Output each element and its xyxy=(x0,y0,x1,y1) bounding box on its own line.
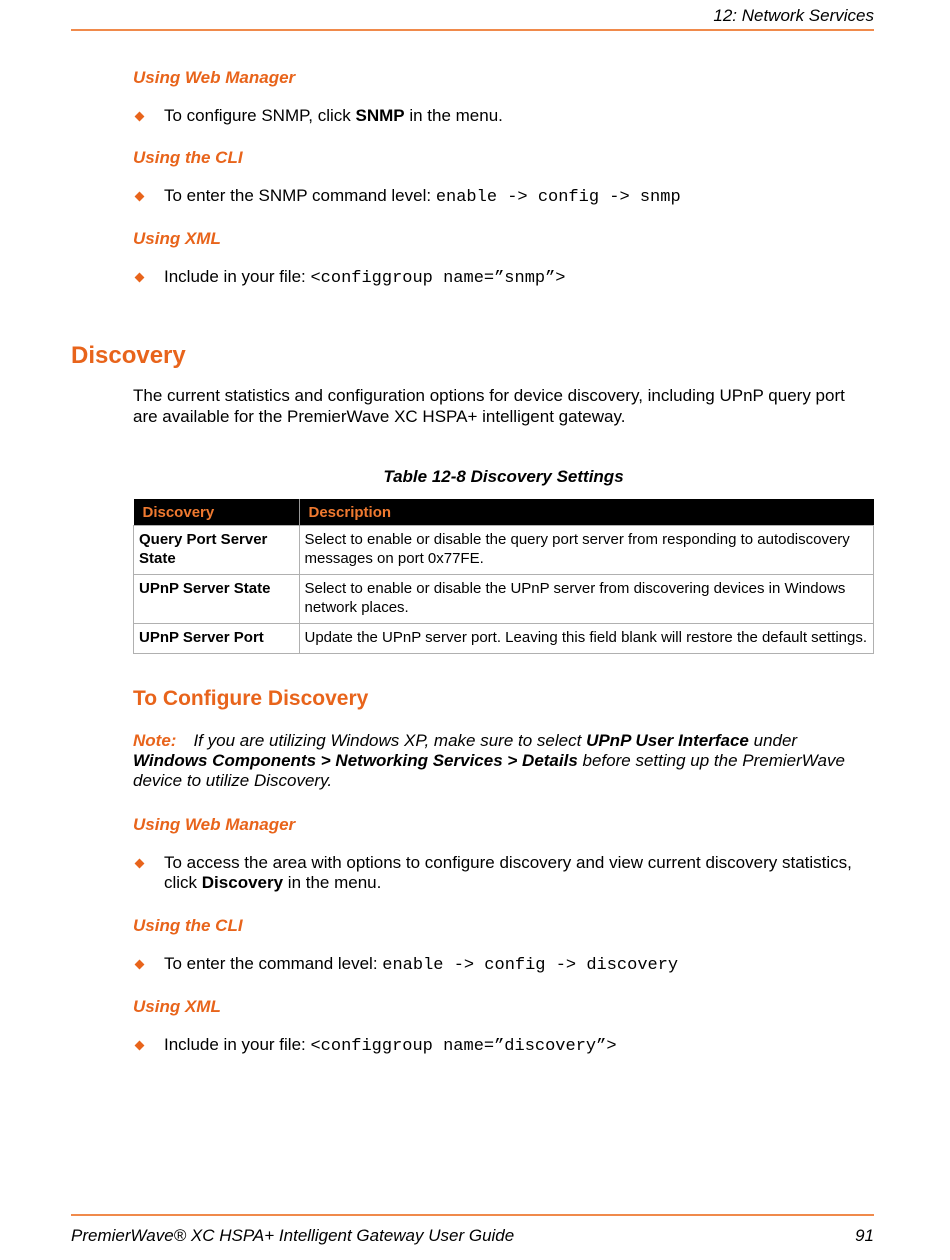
chapter-title: 12: Network Services xyxy=(713,6,874,25)
setting-description: Update the UPnP server port. Leaving this field blank will restore the default settings. xyxy=(299,624,874,654)
note-text: before setting up the PremierWave device to utilize Discovery. xyxy=(133,751,845,790)
configure-web-text: click xyxy=(164,873,202,892)
discovery-intro: The current statistics and configuration options for device discovery, including UPnP query port are available for the PremierWave XC HSPA+ intelligent gateway. xyxy=(133,386,845,426)
snmp-web-text: To configure SNMP, click xyxy=(164,106,356,125)
note-text: under xyxy=(748,731,798,750)
bullet-diamond-icon xyxy=(135,960,145,970)
snmp-xml-heading: Using XML xyxy=(133,229,221,248)
configure-web-text-end: in the menu. xyxy=(283,873,382,892)
column-header-discovery: Discovery xyxy=(134,499,300,526)
discovery-settings-table xyxy=(133,499,874,654)
bullet-diamond-icon xyxy=(135,192,145,202)
setting-description: Select to enable or disable the query port server from responding to autodiscovery messages on port 0x77FE. xyxy=(299,526,874,575)
note-bold-path: Windows Components > Networking Services > Details xyxy=(133,751,578,770)
snmp-cli-text: To enter the SNMP command level: xyxy=(164,186,436,205)
setting-name: Query Port Server State xyxy=(134,526,300,575)
snmp-web-heading: Using Web Manager xyxy=(133,68,296,87)
snmp-cli-heading: Using the CLI xyxy=(133,148,243,167)
table-row xyxy=(134,624,874,654)
snmp-xml-code: <configgroup name=”snmp”> xyxy=(310,269,566,288)
page-number: 91 xyxy=(855,1226,874,1245)
setting-name: UPnP Server Port xyxy=(134,624,300,654)
table-row xyxy=(134,575,874,624)
table-caption: Table 12-8 Discovery Settings xyxy=(383,467,624,486)
note-bold-ui: UPnP User Interface xyxy=(586,731,749,750)
snmp-xml-text: Include in your file: xyxy=(164,267,311,286)
configure-cli-text: To enter the command level: xyxy=(164,954,383,973)
bullet-diamond-icon xyxy=(135,1041,145,1051)
configure-xml-text: Include in your file: xyxy=(164,1035,311,1054)
discovery-menu-label: Discovery xyxy=(201,873,284,892)
configure-web-text: To access the area with options to configure discovery and view current discovery statistics, xyxy=(164,853,852,872)
note-text: If you are utilizing Windows XP, make sure to select xyxy=(193,731,587,750)
note-label: Note: xyxy=(133,731,177,750)
configure-xml-heading: Using XML xyxy=(133,997,221,1016)
table-header-row xyxy=(134,499,874,526)
configure-web-heading: Using Web Manager xyxy=(133,815,296,834)
snmp-web-text-end: in the menu. xyxy=(404,106,503,125)
configure-cli-code: enable -> config -> discovery xyxy=(382,956,679,975)
snmp-cli-code: enable -> config -> snmp xyxy=(435,188,681,207)
document-title: PremierWave® XC HSPA+ Intelligent Gateway User Guide xyxy=(71,1226,515,1245)
bullet-diamond-icon xyxy=(135,859,145,869)
snmp-menu-label: SNMP xyxy=(355,106,405,125)
section-title-configure: To Configure Discovery xyxy=(133,687,369,710)
configure-cli-heading: Using the CLI xyxy=(133,916,243,935)
table-row xyxy=(134,526,874,575)
setting-description: Select to enable or disable the UPnP server from discovering devices in Windows network places. xyxy=(299,575,874,624)
section-title-discovery: Discovery xyxy=(71,342,186,369)
bullet-diamond-icon xyxy=(135,273,145,283)
configure-xml-code: <configgroup name=”discovery”> xyxy=(310,1037,617,1056)
setting-name: UPnP Server State xyxy=(134,575,300,624)
page-footer xyxy=(71,1214,874,1245)
note-block xyxy=(133,731,853,791)
bullet-diamond-icon xyxy=(135,112,145,122)
page-header xyxy=(71,4,874,31)
column-header-description: Description xyxy=(299,499,874,526)
